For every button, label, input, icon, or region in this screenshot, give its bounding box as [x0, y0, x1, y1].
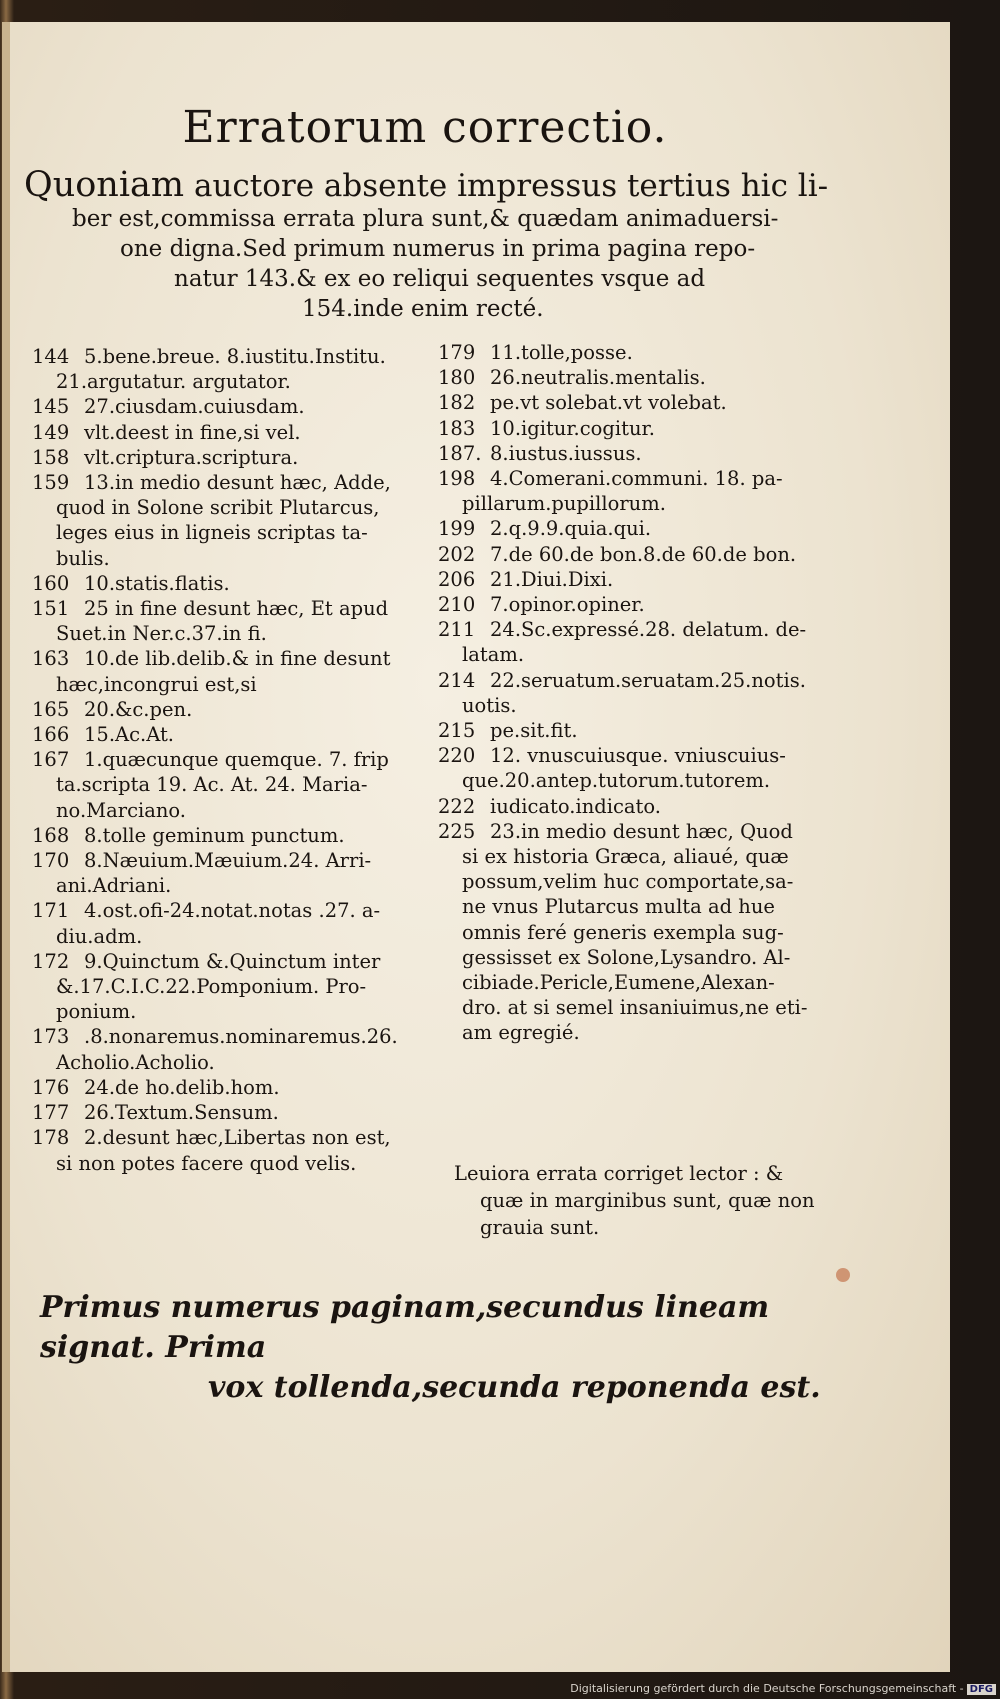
correction-text: 27.ciusdam.cuiusdam. — [84, 395, 305, 419]
errata-entry — [32, 697, 440, 722]
errata-entry-line — [438, 668, 848, 693]
errata-entry-line — [438, 340, 848, 365]
page-number: 167 — [32, 748, 70, 772]
errata-entry-line — [32, 1151, 440, 1176]
correction-text: 10.statis.flatis. — [84, 571, 230, 595]
errata-entry-line — [32, 445, 440, 470]
page-number: 172 — [32, 949, 70, 973]
errata-entry-line — [438, 894, 848, 919]
correction-text: Suet.in Ner.c.37.in fi. — [56, 622, 267, 646]
page-number: 225 — [438, 819, 476, 843]
correction-text: 10.de lib.delib.& in fine desunt — [84, 647, 391, 671]
correction-text: ani.Adriani. — [56, 874, 172, 898]
errata-entry-line — [32, 1075, 440, 1100]
correction-text: &.17.C.I.C.22.Pomponium. Pro- — [56, 975, 367, 999]
errata-entry — [32, 1024, 440, 1074]
correction-text: que.20.antep.tutorum.tutorem. — [462, 769, 771, 793]
correction-text: leges eius in ligneis scriptas ta- — [56, 521, 368, 545]
correction-text: 5.bene.breue. 8.iustitu.Institu. — [84, 345, 386, 368]
correction-text: vlt.deest in fine,si vel. — [84, 420, 301, 444]
correction-text: omnis feré generis exempla sug- — [462, 920, 784, 944]
errata-entry-line — [32, 949, 440, 974]
errata-entry-line — [32, 470, 440, 495]
intro-line-5: 154.inde enim recté. — [302, 296, 544, 322]
closing-note — [454, 1160, 854, 1241]
errata-entry — [438, 819, 848, 1046]
errata-entry-line — [32, 520, 440, 545]
page-number: 183 — [438, 416, 476, 440]
correction-text: 4.ost.ofi-24.notat.notas .27. a- — [84, 899, 381, 923]
correction-text: 13.in medio desunt hæc, Adde, — [84, 471, 391, 495]
page-title: Erratorum correctio. — [182, 102, 668, 153]
correction-text: 23.in medio desunt hæc, Quod — [490, 819, 793, 843]
errata-entry-line — [32, 798, 440, 823]
book-page — [2, 22, 950, 1672]
intro-line-4: natur 143.& ex eo reliqui sequentes vsque ad — [174, 266, 706, 292]
correction-text: 7.de 60.de bon.8.de 60.de bon. — [490, 542, 797, 566]
errata-entry-line — [32, 596, 440, 621]
errata-entry — [32, 646, 440, 696]
correction-text: 8.Næuium.Mæuium.24. Arri- — [84, 849, 372, 873]
errata-entry-line — [438, 416, 848, 441]
correction-text: vlt.criptura.scriptura. — [84, 445, 299, 469]
errata-entry-line — [32, 1125, 440, 1150]
errata-entry — [438, 365, 848, 390]
correction-text: 21.Diui.Dixi. — [490, 567, 614, 591]
errata-entry-line — [32, 420, 440, 445]
correction-text: 11.tolle,posse. — [490, 341, 633, 364]
errata-entry-line — [32, 495, 440, 520]
correction-text: si ex historia Græca, aliaué, quæ — [462, 845, 789, 869]
intro-line-3: one digna.Sed primum numerus in prima pagina repo- — [120, 236, 756, 262]
errata-entry-line — [438, 1020, 848, 1045]
errata-entry-line — [32, 697, 440, 722]
errata-entry — [438, 542, 848, 567]
errata-entry — [438, 794, 848, 819]
errata-entry — [32, 1075, 440, 1100]
page-number: 214 — [438, 668, 476, 692]
page-number: 166 — [32, 723, 70, 747]
correction-text: 26.Textum.Sensum. — [84, 1101, 279, 1125]
page-number: 173 — [32, 1025, 70, 1049]
footer-instruction — [40, 1288, 860, 1408]
page-number: 160 — [32, 571, 70, 595]
correction-text: dro. at si semel insaniuimus,ne eti- — [462, 996, 808, 1020]
errata-entry — [32, 848, 440, 898]
errata-entry — [438, 466, 848, 516]
page-number: 187. — [438, 441, 482, 465]
correction-text: 9.Quinctum &.Quinctum inter — [84, 949, 381, 973]
footer-line-2: vox tollenda,secunda reponenda est. — [208, 1370, 821, 1405]
correction-text: gessisset ex Solone,Lysandro. Al- — [462, 945, 791, 969]
correction-text: latam. — [462, 643, 525, 667]
errata-entry — [438, 340, 848, 365]
page-number: 210 — [438, 593, 476, 617]
errata-entry-line — [438, 441, 848, 466]
errata-entry-line — [438, 844, 848, 869]
note-line-2: quæ in marginibus sunt, quæ non — [480, 1189, 815, 1212]
page-number: 177 — [32, 1101, 70, 1125]
errata-entry-line — [32, 1050, 440, 1075]
correction-text: 10.igitur.cogitur. — [490, 416, 655, 440]
errata-entry-line — [438, 819, 848, 844]
errata-entry-line — [438, 466, 848, 491]
errata-entry-line — [438, 642, 848, 667]
errata-entry-line — [32, 999, 440, 1024]
correction-text: 7.opinor.opiner. — [490, 593, 645, 617]
errata-entry-line — [32, 646, 440, 671]
page-number: 206 — [438, 567, 476, 591]
page-number: 215 — [438, 719, 476, 743]
errata-entry-line — [32, 772, 440, 797]
errata-entry — [438, 668, 848, 718]
correction-text: pe.vt solebat.vt volebat. — [490, 391, 727, 415]
errata-entry — [438, 743, 848, 793]
page-number: 165 — [32, 697, 70, 721]
correction-text: ta.scripta 19. Ac. At. 24. Maria- — [56, 773, 368, 797]
errata-entry-line — [32, 394, 440, 419]
page-number: 171 — [32, 899, 70, 923]
correction-text: 24.Sc.expressé.28. delatum. de- — [490, 618, 807, 642]
errata-right-column — [438, 340, 848, 1046]
correction-text: pillarum.pupillorum. — [462, 492, 666, 516]
errata-entry — [32, 1100, 440, 1125]
errata-entry-line — [32, 848, 440, 873]
errata-entry-line — [438, 567, 848, 592]
correction-text: 24.de ho.delib.hom. — [84, 1075, 280, 1099]
intro-initial-word: Quoniam — [24, 165, 185, 205]
correction-text: ne vnus Plutarcus multa ad hue — [462, 895, 775, 919]
correction-text: iudicato.indicato. — [490, 794, 661, 818]
errata-entry — [32, 470, 440, 571]
errata-entry-line — [32, 873, 440, 898]
errata-entry — [438, 592, 848, 617]
errata-entry — [32, 344, 440, 394]
errata-entry-line — [438, 794, 848, 819]
correction-text: 2.desunt hæc,Libertas non est, — [84, 1126, 391, 1150]
correction-text: 26.neutralis.mentalis. — [490, 366, 706, 390]
correction-text: quod in Solone scribit Plutarcus, — [56, 496, 380, 520]
page-number: 158 — [32, 445, 70, 469]
correction-text: am egregié. — [462, 1021, 580, 1045]
errata-entry — [438, 718, 848, 743]
correction-text: 12. vnuscuiusque. vniuscuius- — [490, 744, 786, 768]
intro-line-2: ber est,commissa errata plura sunt,& quædam animaduersi- — [72, 206, 779, 232]
errata-entry — [32, 394, 440, 419]
correction-text: diu.adm. — [56, 924, 143, 948]
page-number: 179 — [438, 341, 476, 364]
correction-text: 2.q.9.9.quia.qui. — [490, 517, 652, 541]
correction-text: .8.nonaremus.nominaremus.26. — [84, 1025, 398, 1049]
errata-entry-line — [438, 718, 848, 743]
errata-entry — [438, 516, 848, 541]
page-number: 144 — [32, 345, 70, 368]
correction-text: si non potes facere quod velis. — [56, 1151, 357, 1175]
page-number: 202 — [438, 542, 476, 566]
correction-text: possum,velim huc comportate,sa- — [462, 870, 794, 894]
correction-text: cibiade.Pericle,Eumene,Alexan- — [462, 971, 775, 995]
page-number: 151 — [32, 597, 70, 621]
page-number: 198 — [438, 467, 476, 491]
errata-entry — [32, 445, 440, 470]
page-number: 199 — [438, 517, 476, 541]
intro-line — [24, 165, 844, 205]
correction-text: pe.sit.fit. — [490, 719, 578, 743]
errata-entry-line — [32, 621, 440, 646]
errata-entry-line — [438, 768, 848, 793]
page-number: 170 — [32, 849, 70, 873]
errata-entry — [32, 949, 440, 1025]
errata-entry — [438, 441, 848, 466]
errata-entry-line — [32, 974, 440, 999]
errata-entry-line — [32, 672, 440, 697]
correction-text: Acholio.Acholio. — [56, 1050, 215, 1074]
correction-text: 15.Ac.At. — [84, 723, 174, 747]
errata-entry — [32, 722, 440, 747]
correction-text: 8.iustus.iussus. — [490, 441, 642, 465]
errata-left-column — [32, 344, 440, 1176]
errata-entry — [438, 567, 848, 592]
correction-text: 22.seruatum.seruatam.25.notis. — [490, 668, 806, 692]
correction-text: hæc,incongrui est,si — [56, 672, 257, 696]
errata-entry-line — [438, 743, 848, 768]
page-number: 168 — [32, 823, 70, 847]
correction-text: 4.Comerani.communi. 18. pa- — [490, 467, 783, 491]
errata-entry-line — [438, 995, 848, 1020]
errata-entry-line — [32, 369, 440, 394]
note-line-3: grauia sunt. — [480, 1216, 600, 1239]
correction-text: 8.tolle geminum punctum. — [84, 823, 345, 847]
errata-entry-line — [438, 390, 848, 415]
credit-text: Digitalisierung gefördert durch die Deutsche Forschungsgemeinschaft - — [570, 1682, 964, 1695]
errata-entry-line — [438, 945, 848, 970]
page-number: 182 — [438, 391, 476, 415]
errata-entry-line — [438, 693, 848, 718]
page-number: 159 — [32, 471, 70, 495]
page-number: 149 — [32, 420, 70, 444]
note-line-1: Leuiora errata corriget lector : & — [454, 1162, 784, 1185]
errata-entry-line — [438, 516, 848, 541]
correction-text: 21.argutatur. argutator. — [56, 370, 291, 394]
errata-entry — [32, 747, 440, 823]
errata-entry-line — [32, 924, 440, 949]
errata-entry-line — [32, 823, 440, 848]
dfg-logo: DFG — [967, 1684, 996, 1695]
errata-entry-line — [438, 869, 848, 894]
correction-text: uotis. — [462, 693, 517, 717]
page-number: 180 — [438, 366, 476, 390]
errata-entry-line — [32, 571, 440, 596]
errata-entry-line — [32, 1100, 440, 1125]
errata-entry — [438, 617, 848, 667]
intro-paragraph — [24, 165, 844, 324]
intro-line-1: auctore absente impressus tertius hic li- — [184, 168, 829, 204]
correction-text: bulis. — [56, 546, 110, 570]
errata-entry-line — [438, 542, 848, 567]
errata-entry-line — [32, 747, 440, 772]
correction-text: 25 in fine desunt hæc, Et apud — [84, 597, 389, 621]
errata-entry — [438, 416, 848, 441]
page-number: 145 — [32, 395, 70, 419]
errata-entry-line — [438, 617, 848, 642]
page-number: 176 — [32, 1075, 70, 1099]
ink-stain — [836, 1268, 850, 1282]
errata-entry-line — [32, 898, 440, 923]
errata-entry — [32, 571, 440, 596]
errata-entry — [438, 390, 848, 415]
digitization-credit — [570, 1682, 996, 1695]
errata-entry-line — [438, 970, 848, 995]
page-number: 163 — [32, 647, 70, 671]
correction-text: no.Marciano. — [56, 798, 187, 822]
errata-entry-line — [438, 365, 848, 390]
errata-entry-line — [438, 920, 848, 945]
errata-entry — [32, 1125, 440, 1175]
errata-entry — [32, 420, 440, 445]
page-number: 222 — [438, 794, 476, 818]
errata-entry-line — [32, 344, 440, 369]
page-number: 220 — [438, 744, 476, 768]
errata-entry — [32, 823, 440, 848]
errata-entry — [32, 898, 440, 948]
page-number: 211 — [438, 618, 476, 642]
errata-entry — [32, 596, 440, 646]
errata-entry-line — [32, 546, 440, 571]
errata-entry-line — [32, 722, 440, 747]
errata-entry-line — [438, 592, 848, 617]
correction-text: ponium. — [56, 1000, 137, 1024]
errata-entry-line — [438, 491, 848, 516]
footer-line-1: Primus numerus paginam,secundus lineam signat. Prima — [40, 1290, 770, 1365]
correction-text: 1.quæcunque quemque. 7. frip — [84, 748, 389, 772]
errata-entry-line — [32, 1024, 440, 1049]
correction-text: 20.&c.pen. — [84, 697, 193, 721]
page-number: 178 — [32, 1126, 70, 1150]
